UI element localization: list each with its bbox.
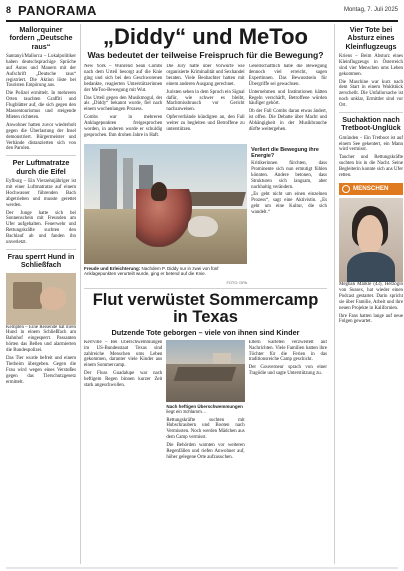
right-column: [334, 24, 403, 564]
story-paragraph: „Es geht nicht um einen einzelnen Prozess“, sagt eine Aktivistin. „Es geht um eine Kultur, die sich wandelt.“: [251, 192, 327, 216]
main-photo: [84, 144, 247, 264]
story-paragraph: Ob der Fall Combs daran etwas ändert, ist offen. Die Debatte über Macht und Abhängigkeit in der Musikbranche dürfte weitergehen.: [248, 109, 327, 133]
story-headline: Suchaktion nach Tretboot-Unglück: [341, 115, 401, 133]
story-headline: Vier Tote bei Absturz eines Kleinflugzeugs: [345, 25, 397, 51]
story-paragraph: Die Maschine war kurz nach dem Start in einem Waldstück zerschellt. Die Unfallursache ist noch unklar, Ermittler sind vor Ort.: [339, 79, 403, 109]
menschen-icon: [342, 185, 350, 193]
main-story-column-4: [251, 144, 327, 285]
story-headline: Per Luftmatratze durch die Eifel: [12, 158, 70, 176]
story-headline: Mallorquiner fordern „Deutsche raus“: [9, 25, 73, 51]
story-paragraph: Die Jury hatte über Vorwürfe wie organisierte Kriminalität und Sexhandel beraten. Viele Beobachter hatten mit einem anderen Ausgang gerechnet.: [166, 64, 245, 87]
story-paragraph: Kritikerinnen fürchten, dass Prominente sich nun ermutigt fühlen könnten. Andere betonen, dass Strukturen sich langsam, aber nachhaltig verändern.: [251, 160, 327, 190]
photo-shape: [166, 340, 244, 365]
page-number: 8: [6, 5, 12, 15]
secondary-photo-caption: [166, 404, 244, 415]
caption-text: liegt ein Schlamm…: [166, 409, 207, 415]
left-column: [6, 24, 81, 564]
photo-shape: [357, 215, 383, 255]
story-paragraph: Der Fluss Guadalupe war nach heftigem Regen binnen kurzer Zeit stark angeschwollen.: [84, 371, 163, 389]
story-paragraph: Unternehmen und Institutionen hätten Regeln verschärft, Betroffene würden häufiger gehört.: [248, 89, 327, 107]
caption-bold: Nach heftigen Überschwemmungen: [166, 403, 243, 409]
story-paragraph: Anwohner hatten zuvor wiederholt gegen die Überlastung der Insel demonstriert. Bürgermeister und Verbände distanzierten sich von den Parolen.: [6, 122, 76, 152]
story-paragraph: Ihre Fans hatten lange auf neue Folgen gewartet.: [339, 313, 403, 325]
story-paragraph: Combs war in mehreren Anklagepunkten freigesprochen worden, in anderen wurde er schuldig gesprochen. Ihm drohen Jahre in Haft.: [84, 115, 163, 138]
secondary-headline: Flut verwüstet Sommercamp in Texas: [92, 290, 319, 326]
secondary-story-columns: [84, 340, 327, 463]
main-headline: „Diddy“ und MeToo: [103, 24, 308, 49]
story-paragraph: Taucher und Rettungskräfte suchten bis in die Nacht. Seine Begleiterin konnte sich ans Ufer retten.: [339, 155, 403, 179]
photo-shape: [40, 287, 67, 310]
photo-shape: [213, 353, 230, 364]
story-paragraph: Kempten – Eine Reisende hat ihren Hund in einem Schließfach am Bahnhof eingesperrt. Passanten hörten das Bellen und alarmierten die Bundespolizei.: [6, 324, 76, 354]
story-paragraph: Kerrville – Bei Überschwemmungen im US-Bundesstaat Texas sind zahlreiche Menschen ums Leben gekommen, darunter viele Kinder aus einem Sommercamp.: [84, 339, 163, 369]
story-paragraph: Gesellschaftlich habe die Bewegung dennoch viel erreicht, sagen Expertinnen. Das Bewusstsein für Übergriffe sei gewachsen.: [248, 64, 327, 87]
main-photo-wrap: [84, 144, 247, 285]
story-paragraph: Kriens – Beim Absturz eines Kleinflugzeugs in Österreich sind vier Menschen ums Leben gekommen.: [339, 53, 403, 77]
story-paragraph: Opferverbände kündigten an, den Fall weiter zu begleiten und Betroffene zu unterstützen.: [166, 115, 245, 133]
photo-and-sidebar: [84, 144, 327, 285]
secondary-column-3: [249, 340, 327, 463]
subsection-title: Verliert die Bewegung ihre Energie?: [251, 146, 319, 159]
photo-caption: [84, 266, 247, 277]
main-story-column-2: [166, 64, 244, 141]
photo-shape: [123, 158, 133, 208]
main-column: [84, 24, 327, 564]
photo-shape: [151, 182, 167, 201]
story-paragraph: Eltern warteten verzweifelt auf Nachrichten. Viele Familien hatten ihre Töchter für die Ferien in das traditionsreiche Camp geschickt.: [248, 339, 327, 363]
secondary-photo: [166, 340, 244, 402]
photo-credit: FOTO: DPA: [226, 279, 248, 285]
story-paragraph: Juristen sehen in dem Spruch ein Signal dafür, wie schwer es bleibt, Machtmissbrauch vor Gericht nachzuweisen.: [166, 89, 245, 113]
main-story-columns: [84, 64, 327, 141]
menschen-photo: [339, 198, 403, 282]
story-photo: [6, 273, 76, 325]
menschen-label: MENSCHEN: [353, 185, 389, 193]
divider: [6, 155, 76, 156]
photo-shape: [174, 367, 236, 381]
secondary-column-1: [84, 340, 162, 463]
secondary-subheadline: Dutzende Tote geborgen – viele von ihnen sind Kinder: [111, 327, 300, 337]
divider: [84, 288, 327, 289]
story-paragraph: Der Junge hatte sich bei Sonnenschein mit Freunden am Ufer aufgehalten. Feuerwehr und Rettungskräfte suchten den Bachlauf ab und fanden ihn unverletzt.: [6, 210, 76, 246]
photo-shape: [13, 282, 42, 309]
divider: [6, 249, 76, 250]
photo-shape: [188, 216, 217, 238]
issue-date: Montag, 7. Juli 2025: [343, 7, 398, 13]
main-subheadline: Was bedeutet der teilweise Freispruch für die Bewegung?: [87, 50, 324, 60]
main-story-column-3: [249, 64, 327, 141]
section-title: PANORAMA: [18, 3, 97, 18]
page-header: [6, 3, 398, 22]
divider: [339, 112, 403, 113]
photo-shape: [100, 149, 116, 209]
story-paragraph: Das Urteil gegen den Musikmogul, der als „Diddy“ bekannt wurde, fiel nach einem wochenlangen Prozess.: [84, 95, 163, 113]
story-paragraph: Rettungskräfte suchten mit Hubschraubern und Booten nach Vermissten. Noch werden Mädchen aus dem Camp vermisst.: [166, 417, 245, 441]
secondary-column-2: [166, 340, 244, 463]
story-paragraph: New York – Während Sean Combs nach dem Urteil besorgt auf die Knie ging und sich bei den Geschworenen bedankte, reagierten Unterstützerinnen der MeToo-Bewegung mit Wut.: [84, 64, 163, 93]
story-paragraph: Santanyí/Mallorca – Lokalpolitiker haben deutschsprachige Sprüche auf Autos und Mauern mit der Aufschrift „Deutsche raus“ registriert. Die Aktion löste bei Touristen Empörung aus.: [6, 53, 76, 89]
story-paragraph: Meghan Markle (43), Herzogin von Sussex, hat wieder einen Podcast gestartet. Darin spricht sie über Familie, Arbeit und ihre neuen Projekte in Kalifornien.: [339, 281, 403, 311]
story-paragraph: Gmünden – Ein Tretboot ist auf einem See gekentert, ein Mann wird vermisst.: [339, 135, 403, 153]
photo-shape: [347, 252, 396, 282]
main-story-column-1: [84, 64, 162, 141]
story-paragraph: Das Tier wurde befreit und einem Tierheim übergeben. Gegen die Frau wird wegen eines Verstoßes gegen das Tierschutzgesetz ermittelt.: [6, 356, 76, 385]
caption-text: Nachdem P. Diddy nur in zwei von fünf Anklagepunkten verurteilt wurde, ging er betend auf die Knie.: [84, 265, 219, 277]
story-paragraph: Die Behörden warnten vor weiteren Regenfällen und riefen Anwohner auf, höher gelegene Orte aufzusuchen.: [166, 443, 245, 460]
story-paragraph: Die Polizei ermittelt. In mehreren Orten tauchten Graffiti und Flugblätter auf, die sich gegen den Massentourismus und steigende Mieten richteten.: [6, 91, 76, 120]
story-headline: Frau sperrt Hund in Schließfach: [7, 251, 75, 270]
story-paragraph: Eyfburg – Ein Vierzehnjähriger ist mit einer Luftmatratze auf einem Hochwasser führenden Bach abgetrieben und musste gerettet werden.: [6, 178, 76, 208]
page-footer-rule: [6, 567, 398, 569]
menschen-section-bar: [339, 183, 403, 195]
caption-bold: Freude und Erleichterung:: [84, 265, 141, 271]
story-paragraph: Der Gouverneur sprach von einer Tragödie und sagte Unterstützung zu.: [248, 365, 327, 377]
